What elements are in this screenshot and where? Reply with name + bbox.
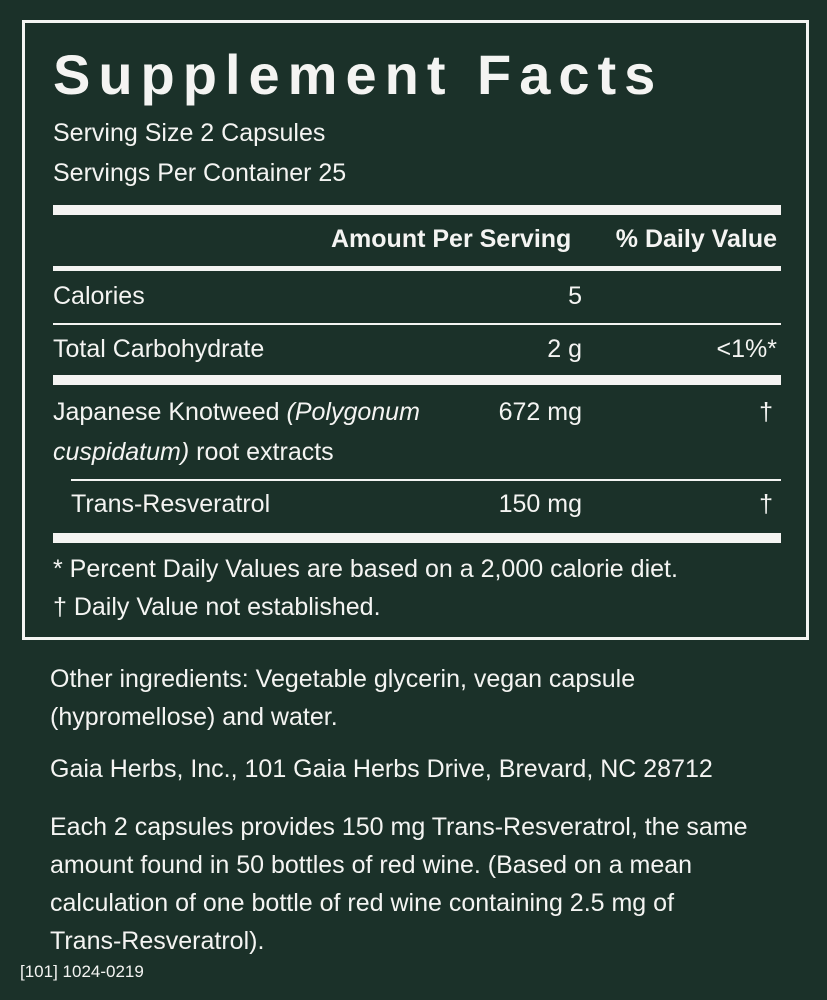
resveratrol-name: Trans-Resveratrol bbox=[71, 490, 271, 518]
supplement-facts-panel bbox=[22, 20, 809, 640]
row-carbohydrate-amount: 2 g bbox=[547, 335, 582, 363]
product-code: [101] 1024-0219 bbox=[20, 962, 144, 981]
row-divider bbox=[53, 323, 781, 325]
resveratrol-dv: † bbox=[759, 490, 773, 518]
row-calories-name: Calories bbox=[53, 282, 145, 310]
footnote-daily-values: * Percent Daily Values are based on a 2,000 calorie diet. bbox=[53, 555, 678, 583]
knotweed-name-line1: Japanese Knotweed (Polygonum bbox=[53, 398, 420, 426]
thick-divider bbox=[53, 533, 781, 543]
serving-size: Serving Size 2 Capsules bbox=[53, 119, 326, 147]
row-calories-amount: 5 bbox=[568, 282, 582, 310]
resveratrol-note: Each 2 capsules provides 150 mg Trans-Resveratrol, the same amount found in 50 bottles of red wine. (Based on a mean calculation of one bottle of red wine containing 2.5 mg of Trans-Resveratrol). bbox=[50, 813, 748, 955]
knotweed-amount: 672 mg bbox=[498, 398, 582, 426]
daily-value-header: % Daily Value bbox=[615, 225, 777, 253]
manufacturer-address: Gaia Herbs, Inc., 101 Gaia Herbs Drive, Brevard, NC 28712 bbox=[50, 755, 713, 783]
row-carbohydrate-dv: <1%* bbox=[716, 335, 777, 363]
resveratrol-amount: 150 mg bbox=[498, 490, 582, 518]
amount-header: Amount Per Serving bbox=[331, 225, 572, 253]
footnote-not-established: † Daily Value not established. bbox=[53, 593, 381, 621]
knotweed-dv: † bbox=[759, 398, 773, 426]
knotweed-name-line2: cuspidatum) root extracts bbox=[53, 438, 334, 466]
header-divider bbox=[53, 266, 781, 271]
other-ingredients: Other ingredients: Vegetable glycerin, vegan capsule (hypromellose) and water. bbox=[50, 665, 636, 731]
row-divider bbox=[71, 479, 781, 481]
row-carbohydrate-name: Total Carbohydrate bbox=[53, 335, 265, 363]
thick-divider bbox=[53, 205, 781, 215]
thick-divider bbox=[53, 375, 781, 385]
servings-per-container: Servings Per Container 25 bbox=[53, 159, 347, 187]
panel-title: Supplement Facts bbox=[53, 43, 664, 106]
